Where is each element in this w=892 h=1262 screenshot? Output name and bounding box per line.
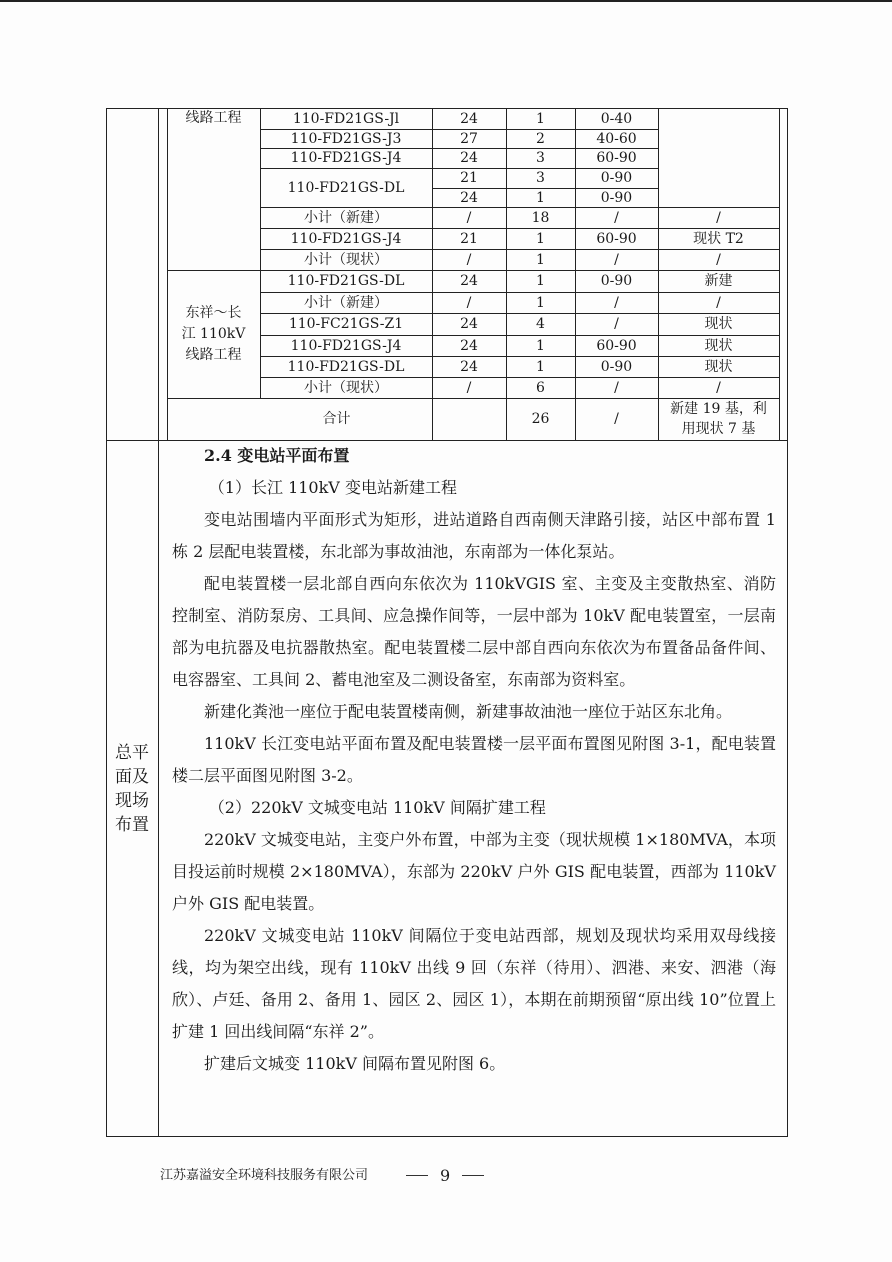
cell-angle: 60-90 bbox=[596, 150, 637, 166]
cell-height: 24 bbox=[460, 337, 478, 354]
paragraph: （2）220kV 文城变电站 110kV 间隔扩建工程 bbox=[208, 798, 546, 817]
cell-angle: 0-90 bbox=[600, 273, 633, 289]
cell-height: 27 bbox=[460, 130, 478, 147]
dash-right bbox=[462, 1175, 484, 1176]
cell-height: 24 bbox=[460, 273, 478, 289]
cell-count: 3 bbox=[536, 150, 545, 166]
group-label: 线路工程 bbox=[185, 110, 242, 126]
cell-type: 110-FC21GS-Z1 bbox=[288, 316, 404, 332]
cell-count: 1 bbox=[536, 230, 545, 247]
cell-angle: / bbox=[614, 316, 619, 332]
paragraph: 110kV 长江变电站平面布置及配电装置楼一层平面布置图见附图 3-1，配电装置楼二层平面图见附图 3-2。 bbox=[172, 734, 776, 785]
cell-type: 110-FD21GS-J4 bbox=[290, 150, 402, 166]
cell-height: 24 bbox=[460, 150, 478, 166]
cell-height: 24 bbox=[460, 316, 478, 332]
paragraph-list bbox=[172, 472, 776, 1080]
cell-angle: 0-90 bbox=[600, 189, 633, 206]
cell-angle: / bbox=[614, 379, 619, 396]
cell-angle: 60-90 bbox=[596, 337, 637, 354]
cell-count: 2 bbox=[536, 130, 545, 147]
cell-count: 1 bbox=[536, 294, 545, 311]
paragraph: 扩建后文城变 110kV 间隔布置见附图 6。 bbox=[204, 1054, 506, 1073]
paragraph: 配电装置楼一层北部自西向东依次为 110kVGIS 室、主变及主变散热室、消防控制室、消防泵房、工具间、应急操作间等，一层中部为 10kV 配电装置室，一层南部为电抗器及电抗器散热室。配电装置楼二层中部自西向东依次为布置备品备件间、电容器室、工具间 2、蓄电池室及二测设备室，东南部为资料室。 bbox=[172, 574, 776, 689]
cell-height: / bbox=[466, 294, 472, 311]
paragraph: 220kV 文城变电站 110kV 间隔位于变电站西部，规划及现状均采用双母线接线，均为架空出线，现有 110kV 出线 9 回（东祥（待用）、泗港、来安、泗港（海欣）、卢廷、备用 2、备用 1、园区 2、园区 1），本期在前期预留“原出线 10”位置上扩建 1 回出线间隔“东祥 2”。 bbox=[172, 926, 776, 1041]
cell-type: 小计（现状） bbox=[304, 251, 388, 268]
cell-angle: / bbox=[614, 209, 619, 226]
cell-type: 110-FD21GS-Jl bbox=[292, 110, 400, 127]
group-label: 东祥～长 江 110kV 线路工程 bbox=[181, 304, 246, 363]
cell-height: 24 bbox=[460, 358, 478, 375]
cell-count: 1 bbox=[536, 251, 545, 268]
page-number-text: 9 bbox=[440, 1166, 451, 1185]
cell-type: 110-FD21GS-J4 bbox=[290, 230, 402, 247]
cell-height: / bbox=[466, 251, 472, 268]
cell-angle: 0-90 bbox=[600, 358, 633, 375]
cell-height: / bbox=[466, 379, 472, 396]
cell-type: 110-FD21GS-DL bbox=[287, 179, 405, 196]
cell-note: / bbox=[716, 379, 721, 396]
cell-count: 18 bbox=[531, 209, 550, 226]
total-angle: / bbox=[614, 411, 619, 427]
paragraph: 变电站围墙内平面形式为矩形，进站道路自西南侧天津路引接，站区中部布置 1 栋 2 层配电装置楼，东北部为事故油池，东南部为一体化泵站。 bbox=[172, 510, 776, 561]
cell-note: 现状 bbox=[704, 358, 733, 375]
paragraph: （1）长江 110kV 变电站新建工程 bbox=[208, 478, 457, 497]
section-heading: 2.4 变电站平面布置 bbox=[204, 446, 350, 465]
cell-height: / bbox=[466, 209, 472, 226]
cell-note: / bbox=[716, 294, 721, 311]
cell-type: 小计（新建） bbox=[304, 209, 388, 226]
cell-count: 1 bbox=[536, 110, 545, 127]
cell-note: / bbox=[716, 209, 721, 226]
cell-count: 1 bbox=[536, 189, 545, 206]
total-label: 合计 bbox=[322, 411, 351, 427]
cell-type: 110-FD21GS-J4 bbox=[290, 337, 402, 354]
cell-type: 小计（新建） bbox=[304, 294, 388, 311]
cell-note: 现状 bbox=[704, 316, 733, 332]
cell-height: 24 bbox=[460, 110, 478, 127]
cell-type: 小计（现状） bbox=[304, 379, 388, 396]
total-note: 新建 19 基，利 用现状 7 基 bbox=[670, 401, 767, 437]
paragraph: 新建化粪池一座位于配电装置楼南侧，新建事故油池一座位于站区东北角。 bbox=[204, 702, 733, 721]
cell-count: 1 bbox=[536, 337, 545, 354]
cell-height: 21 bbox=[460, 230, 478, 247]
cell-count: 3 bbox=[536, 170, 545, 186]
total-count: 26 bbox=[531, 411, 550, 427]
cell-angle: 0-90 bbox=[600, 170, 633, 186]
cell-count: 4 bbox=[536, 316, 545, 332]
top-rule bbox=[0, 0, 892, 2]
cell-height: 24 bbox=[460, 189, 478, 206]
cell-count: 1 bbox=[536, 358, 545, 375]
cell-type: 110-FD21GS-J3 bbox=[290, 130, 402, 147]
grid-vline bbox=[779, 108, 780, 440]
cell-count: 6 bbox=[536, 379, 545, 396]
cell-angle: / bbox=[614, 251, 619, 268]
dash-left bbox=[406, 1175, 428, 1176]
cell-note: 现状 T2 bbox=[693, 230, 744, 247]
cell-angle: 60-90 bbox=[596, 230, 637, 247]
cell-angle: 40-60 bbox=[596, 130, 637, 147]
cell-angle: / bbox=[614, 294, 619, 311]
section-body bbox=[172, 440, 776, 1080]
paragraph: 220kV 文城变电站，主变户外布置，中部为主变（现状规模 1×180MVA，本项目投运前时规模 2×180MVA），东部为 220kV 户外 GIS 配电装置，西部为 110kV 户外 GIS 配电装置。 bbox=[172, 830, 776, 913]
cell-angle: 0-40 bbox=[600, 110, 633, 127]
grid-vline bbox=[158, 108, 159, 1137]
cell-height: 21 bbox=[460, 170, 478, 186]
page-number bbox=[406, 1166, 484, 1185]
cell-note: / bbox=[716, 251, 721, 268]
cell-type: 110-FD21GS-DL bbox=[287, 358, 405, 375]
cell-note: 新建 bbox=[704, 273, 733, 289]
cell-note: 现状 bbox=[704, 337, 733, 354]
section-label: 总平 面及 现场 布置 bbox=[115, 743, 149, 835]
cell-type: 110-FD21GS-DL bbox=[287, 273, 405, 289]
cell-count: 1 bbox=[536, 273, 545, 289]
footer-company: 江苏嘉溢安全环境科技服务有限公司 bbox=[160, 1168, 369, 1183]
